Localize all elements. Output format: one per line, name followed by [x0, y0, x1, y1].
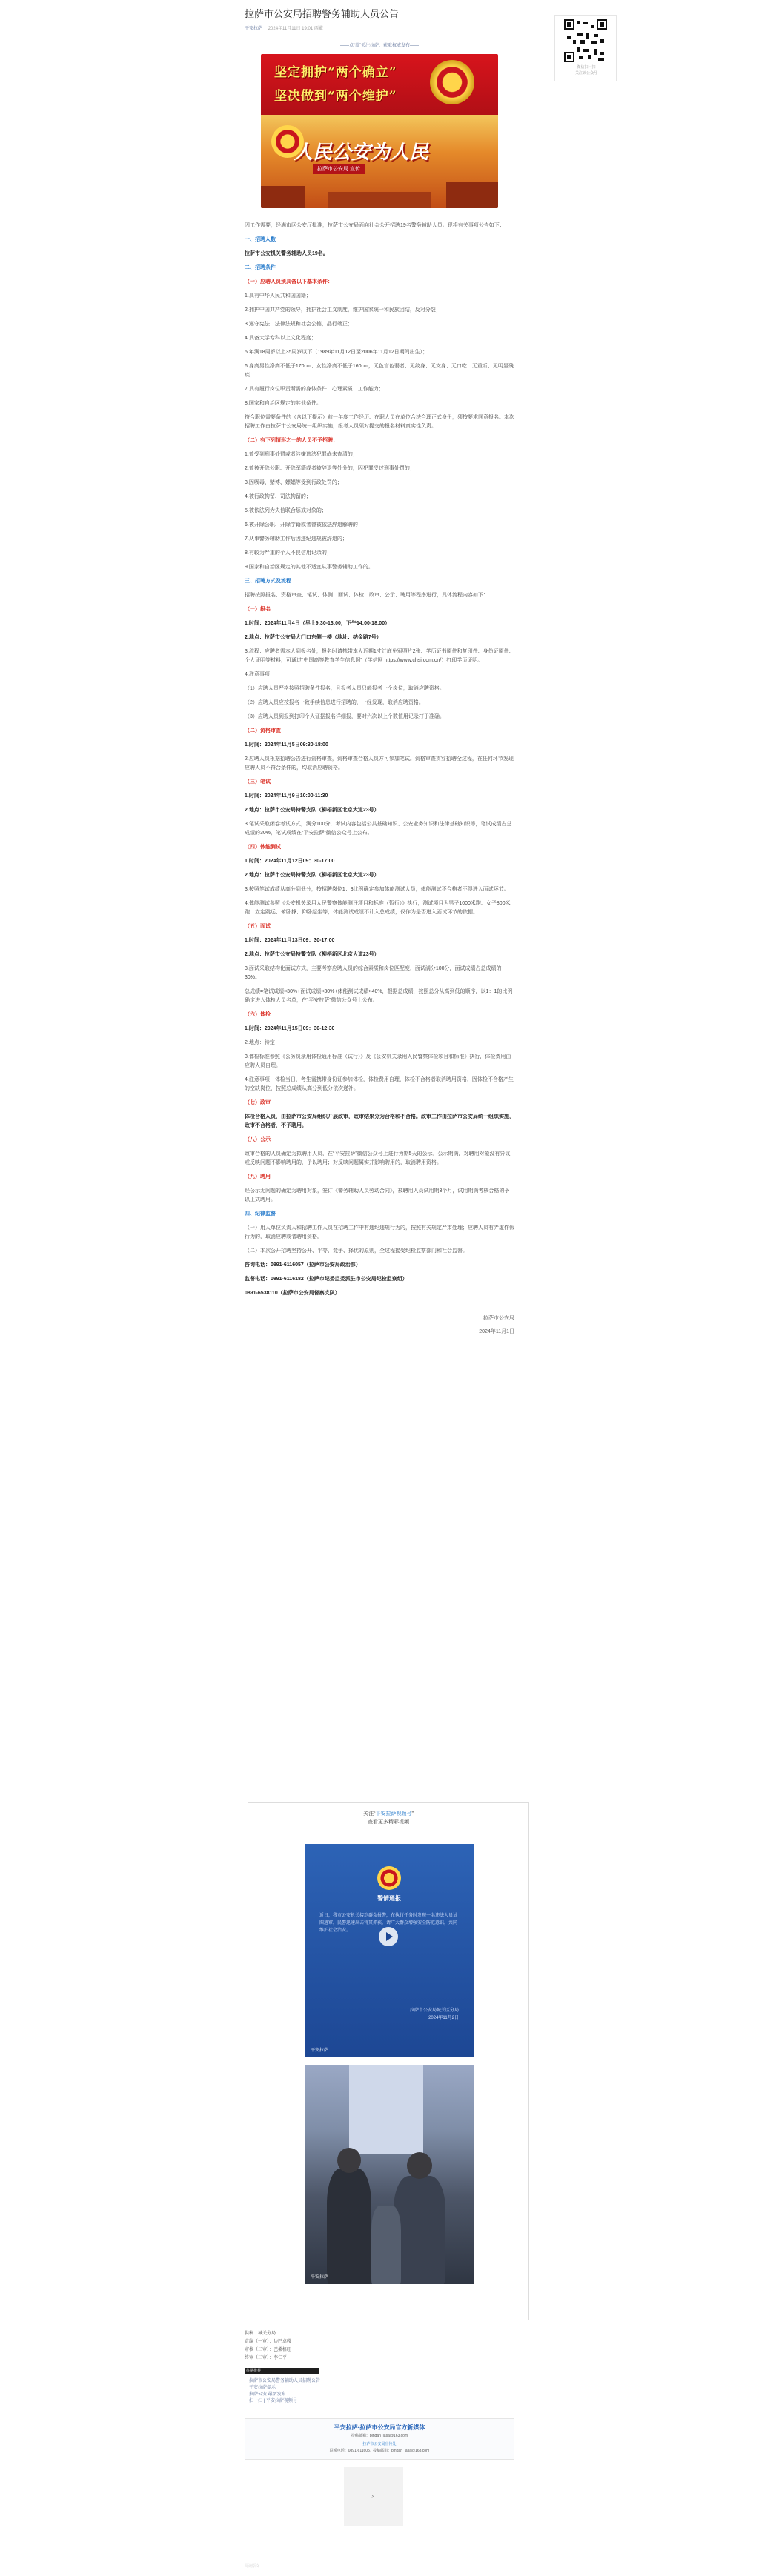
read-original-link[interactable]: 阅读原文: [245, 2564, 260, 2569]
step-text: 总成绩=笔试成绩×30%+面试成绩×30%+体能测试成绩×40%，根据总成绩，按照总分从高到低的顺序，以1：1的比例确定进入体检人员名单，在“平安拉萨”微信公众号上公布。: [245, 989, 513, 1003]
step-text: 3.笔试采取闭卷考试方式，满分100分，考试内容包括公共基础知识、公安业务知识和法律基础知识等，笔试成绩占总成绩的30%，笔试成绩在“平安拉萨”微信公众号上公布。: [245, 822, 512, 836]
condition-note: 符合职位需要条件的（含以下提示）前一年度工作经历、在职人员在单位合法合理正式身份，须按要求同意报名。本次招聘工作由拉萨市公安局统一组织实施，报考人员须对提交的报名材料真实性负责。: [245, 415, 514, 429]
footer-dept: 拉萨市公安局宣传处: [362, 2442, 397, 2446]
contact-phone: 咨询电话：0891-6116057（拉萨市公安局政治部）: [245, 1262, 361, 1268]
method-text: 招聘按照报名、资格审查、笔试、体测、面试、体检、政审、公示、聘用等程序进行，具体流程内容如下：: [245, 593, 488, 598]
credit-line: 责编（一审）：边巴卓嘎: [245, 2340, 292, 2344]
recommend-link[interactable]: 拉萨市公安局警务辅助人员招聘公告: [249, 2379, 321, 2383]
step-time: 1.时间：2024年11月12日09：30-17:00: [245, 859, 335, 864]
channel-watermark: 平安拉萨: [311, 2275, 329, 2280]
recruit-count: 拉萨市公安机关警务辅助人员19名。: [245, 251, 328, 256]
police-emblem-icon: [430, 60, 474, 104]
video-channel-link[interactable]: 平安拉萨视频号: [375, 1811, 412, 1817]
exclusion-item: 6.被开除公职、开除学籍或者曾被依法辞退解聘的；: [245, 522, 363, 527]
condition-item: 6.身高男性净高不低于170cm、女性净高不低于160cm，无色盲色弱者、无纹身、无文身、无口吃、无重听、无明显残疾；: [245, 364, 514, 378]
chevron-right-icon: ›: [371, 2492, 374, 2500]
discipline-text: （一）用人单位负责人和招聘工作人员在招聘工作中有违纪违规行为的，按照有关规定严肃处理；应聘人员有弄虚作假行为的，取消应聘或者聘用资格。: [245, 1225, 514, 1239]
step-time: 1.时间：2024年11月4日（早上9:30-13:00，下午14:00-18:00）: [245, 621, 391, 626]
step-place: 2.地点：待定: [245, 1040, 275, 1045]
exclusion-item: 4.被行政拘留、司法拘留的；: [245, 494, 311, 499]
qr-placeholder[interactable]: [344, 2467, 403, 2526]
footer-info: [245, 2418, 514, 2460]
discipline-text: （二）本次公开招聘坚持公开、平等、竞争、择优的原则，全过程接受纪检监察部门和社会监督。: [245, 1248, 468, 1254]
step-text: 4.体能测试参照《公安机关录用人民警察体能测评项目和标准（暂行）》执行，测试项目为男子1000米跑、女子800米跑、立定跳远、俯卧撑、仰卧起坐等，体能测试成绩不计入总成绩，仅作为是否进入面试环节的依据。: [245, 901, 511, 915]
step-text: 3.面试采取结构化面试方式，主要考察应聘人员的综合素质和岗位匹配度，面试满分100分，面试成绩占总成绩的30%。: [245, 966, 502, 980]
notice-title: 警情通报: [377, 1895, 401, 1902]
step-text: （3）应聘人员到报到打印个人证据报名详细报，要对六次以上个数值用记录打于准确。: [245, 714, 445, 719]
step-text: 经公示无问题的确定为聘用对象，签订《警务辅助人员劳动合同》，被聘用人员试用期3个月，试用期满考核合格的予以正式聘用。: [245, 1188, 510, 1202]
step-time: 1.时间：2024年11月13日09：30-17:00: [245, 938, 335, 943]
heading-3: 三、招聘方式及流程: [245, 579, 291, 584]
publish-date: 2024年11月11日 19:01 西藏: [268, 27, 323, 31]
recommend-link[interactable]: 扫一扫 | 平安拉萨视频号: [249, 2399, 297, 2403]
step-place: 2.地点：拉萨市公安局大门口东侧一楼（地址：纳金路7号）: [245, 635, 382, 640]
step-text: 政审合格的人员确定为拟聘用人员，在“平安拉萨”微信公众号上进行为期5天的公示。公示期满，对聘用对象没有异议或反映问题不影响聘用的，予以聘用；对反映问题属实并影响聘用的，取消聘用资格。: [245, 1151, 511, 1165]
article-body: [245, 222, 514, 1337]
video-thumbnail-1[interactable]: [305, 1844, 474, 2057]
step-place: 2.地点：拉萨市公安局特警支队（柳梧新区北京大道23号）: [245, 808, 380, 813]
exclusion-item: 9.国家和自治区规定的其他不适宜从事警务辅助工作的。: [245, 565, 374, 570]
video-promo-card[interactable]: [248, 1802, 529, 2320]
banner-image: [261, 54, 498, 208]
step-medical: （六）体检: [245, 1012, 271, 1017]
step-qualification: （二）资格审查: [245, 728, 281, 733]
condition-item: 1.具有中华人民共和国国籍；: [245, 293, 311, 299]
step-publicity: （八）公示: [245, 1137, 271, 1142]
qr-code-panel[interactable]: [554, 15, 617, 81]
exclusion-item: 8.有较为严重的个人不良信用记录的；: [245, 550, 332, 556]
video-promo-line2: 查看更多精彩视频: [368, 1820, 409, 1825]
supervision-phone: 0891-6538110（拉萨市公安局督察支队）: [245, 1291, 340, 1296]
step-written-exam: （三）笔试: [245, 779, 271, 785]
condition-item: 5.年满18周岁以上35周岁以下（1989年11月12日至2006年11月12日期间出生）；: [245, 350, 428, 355]
step-text: （1）应聘人员严格按照招聘条件报名，且报考人员只能报考一个岗位，取消应聘资格。: [245, 686, 445, 691]
article-meta: [245, 24, 514, 31]
condition-item: 3.遵守宪法、法律法规和社会公德，品行端正；: [245, 322, 353, 327]
step-registration: （一）报名: [245, 607, 271, 612]
step-time: 1.时间：2024年11月9日10:00-11:30: [245, 793, 328, 799]
step-text: 2.应聘人员根据招聘公告进行资格审查，资格审查合格人员方可参加笔试。资格审查贯穿招聘全过程，在任何环节发现应聘人员不符合条件的，均取消应聘资格。: [245, 756, 514, 771]
banner-sub: 拉萨市公安局 宣传: [313, 164, 365, 174]
step-political: （七）政审: [245, 1100, 271, 1105]
notice-signature: 拉萨市公安局城关区分局 2024年11月2日: [409, 2008, 459, 2020]
recommend-link[interactable]: 拉萨公安 最新发布: [249, 2392, 286, 2397]
exclusion-item: 7.从事警务辅助工作后因违纪违规被辞退的；: [245, 536, 348, 542]
credit-line: 终审（三审）：李仁平: [245, 2356, 288, 2360]
video-thumbnail-2[interactable]: [305, 2065, 474, 2284]
step-text: 3.体检标准参照《公务员录用体检通用标准（试行）》及《公安机关录用人民警察体检项目和标准》执行，体检费用由应聘人员自理。: [245, 1054, 511, 1068]
heading-2a: （一）应聘人员须具备以下基本条件：: [245, 279, 333, 284]
exclusion-item: 5.被依法列为失信联合惩戒对象的；: [245, 508, 327, 513]
heading-2b: （二）有下列情形之一的人员不予招聘：: [245, 438, 338, 443]
condition-item: 4.具备大学专科以上文化程度；: [245, 336, 316, 341]
step-text: 3.按照笔试成绩从高分到低分，按招聘岗位1：3比例确定参加体能测试人员，体能测试不合格者不得进入面试环节。: [245, 887, 509, 892]
video-promo-line1: 关注“平安拉萨视频号”: [363, 1811, 414, 1817]
footer-email: 投稿邮箱：pingan_lasa@163.com: [351, 2434, 408, 2438]
channel-watermark: 平安拉萨: [311, 2049, 329, 2053]
recommend-link[interactable]: 平安拉萨提示: [249, 2386, 276, 2390]
condition-item: 2.拥护中国共产党的领导，拥护社会主义制度，维护国家统一和民族团结，反对分裂；: [245, 307, 441, 313]
follow-tip[interactable]: ——点“蓝”关注拉萨，获取权威发布——: [340, 44, 419, 48]
article-title: 拉萨市公安局招聘警务辅助人员公告: [245, 8, 400, 19]
step-text: 体检合格人员，由拉萨市公安局组织开展政审，政审结果分为合格和不合格。政审工作由拉萨市公安局统一组织实施，政审不合格者，不予聘用。: [245, 1114, 514, 1128]
credits: [245, 2330, 393, 2363]
heading-2: 二、招聘条件: [245, 265, 276, 270]
step-hire: （九）聘用: [245, 1174, 271, 1179]
step-place: 2.地点：拉萨市公安局特警支队（柳梧新区北京大道23号）: [245, 952, 380, 957]
step-time: 1.时间：2024年11月15日09：30-12:30: [245, 1026, 335, 1031]
banner-slogan-1: 坚定拥护“两个确立”: [274, 65, 397, 80]
step-text: 3.流程：应聘者需本人到报名处，报名时请携带本人近期1寸红底免冠照片2张、学历证书原件和复印件、身份证原件、个人证明等材料，可通过“中国高等教育学生信息网”（学信网 https://www.chsi.com.cn/）打印学历证明。: [245, 649, 514, 663]
step-text: 4.注意事项：: [245, 672, 275, 677]
footer-contact: 联系电话：0891-6116057 投稿邮箱：pingan_lasa@163.com: [329, 2449, 430, 2453]
exclusion-item: 1.曾受到刑事处罚或者涉嫌违法犯罪尚未查清的；: [245, 452, 358, 457]
heading-1: 一、招聘人数: [245, 237, 276, 242]
sign-org: 拉萨市公安局: [483, 1316, 514, 1321]
qr-caption: 微信扫一扫: [577, 65, 596, 70]
step-fitness: （四）体能测试: [245, 845, 281, 850]
credit-line: 审核（二审）：巴桑格旺: [245, 2348, 292, 2352]
heading-4: 四、纪律监督: [245, 1211, 276, 1217]
supervision-phone: 监督电话：0891-6116182（拉萨市纪委监委派驻市公安局纪检监察组）: [245, 1277, 408, 1282]
qr-code-icon: [564, 19, 607, 62]
notice-text: 近日，我市公安机关接到群众报警，在执行任务时发现一名违法人员试图逃窜，民警迅速出击将其抓获。请广大群众增强安全防范意识，共同维护社会治安。: [319, 1914, 458, 1933]
recommend-tag: 往期推荐: [245, 2368, 319, 2374]
condition-item: 7.具有履行岗位职责所需的身体条件、心理素质、工作能力；: [245, 387, 384, 392]
exclusion-item: 3.因吸毒、赌博、嫖娼等受到行政处罚的；: [245, 480, 342, 485]
step-time: 1.时间：2024年11月5日09:30-18:00: [245, 742, 328, 748]
banner-brand: 人民公安为人民: [294, 142, 429, 164]
exclusion-item: 2.曾被开除公职、开除军籍或者被辞退等处分的，因犯罪受过刑事处罚的；: [245, 466, 415, 471]
play-icon[interactable]: [379, 1927, 398, 1946]
recommend-links: [249, 2378, 320, 2405]
credit-line: 供稿：城关分局: [245, 2332, 276, 2336]
step-text: （2）应聘人员应按报名一致手续信息进行招聘的，一经发现，取消应聘资格。: [245, 700, 424, 705]
step-interview: （五）面试: [245, 924, 271, 929]
banner-slogan-2: 坚决做到“两个维护”: [274, 89, 397, 104]
qr-caption: 关注该公众号: [574, 71, 597, 76]
footer-title: 平安拉萨·拉萨市公安局官方新媒体: [334, 2424, 425, 2431]
intro: 因工作需要，经满市区公安厅批准，拉萨市公安局面向社会公开招聘19名警务辅助人员。现将有关事项公告如下：: [245, 223, 505, 228]
step-place: 2.地点：拉萨市公安局特警支队（柳梧新区北京大道23号）: [245, 873, 380, 878]
article-column: [245, 0, 514, 1337]
police-emblem-icon: [377, 1866, 401, 1890]
step-text: 4.注意事项：体检当日，考生需携带身份证参加体检，体检费用自理，体检不合格者取消聘用资格，因体检不合格产生的空缺岗位，按照总成绩从高分到低分依次递补。: [245, 1077, 514, 1091]
sign-date: 2024年11月1日: [479, 1329, 514, 1334]
condition-item: 8.国家和自治区规定的其他条件。: [245, 401, 322, 406]
source-link[interactable]: 平安拉萨: [245, 27, 263, 31]
